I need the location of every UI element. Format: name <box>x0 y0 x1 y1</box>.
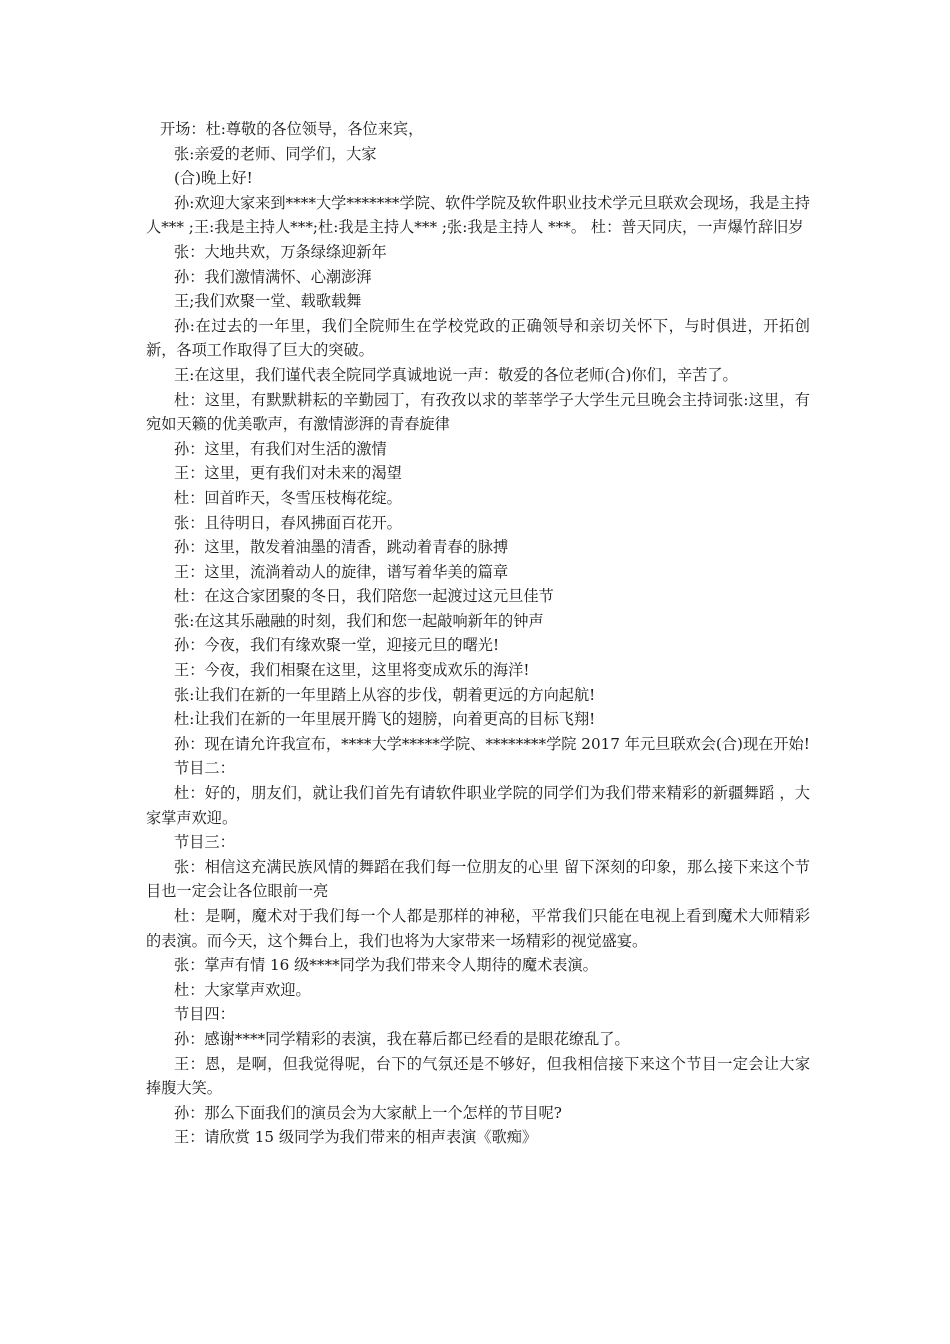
paragraph: 王:在这里，我们谨代表全院同学真诚地说一声：敬爱的各位老师(合)你们，辛苦了。 <box>174 365 738 384</box>
section-heading: 节目二： <box>174 759 235 778</box>
paragraph: 孙：现在请允许我宣布，****大学*****学院、********学院 2017 年元旦联欢会(合)现在开始! <box>174 734 810 753</box>
paragraph: 张：大地共欢，万条绿绦迎新年 <box>174 242 387 261</box>
paragraph: 杜：大家掌声欢迎。 <box>174 980 311 999</box>
paragraph: 开场：杜:尊敬的各位领导，各位来宾， <box>160 120 424 138</box>
paragraph: 孙：感谢****同学精彩的表演，我在幕后都已经看的是眼花缭乱了。 <box>174 1029 630 1048</box>
paragraph: 孙:在过去的一年里，我们全院师生在学校党政的正确领导和亲切关怀下，与时俱进，开拓创新，各项工作取得了巨大的突破。 <box>146 316 810 360</box>
script-body <box>146 117 810 1150</box>
paragraph: 张：且待明日，春风拂面百花开。 <box>174 513 402 532</box>
paragraph: 杜:让我们在新的一年里展开腾飞的翅膀，向着更高的目标飞翔! <box>174 710 596 729</box>
section-heading: 节目三： <box>174 833 235 852</box>
paragraph: 王：恩，是啊，但我觉得呢，台下的气氛还是不够好，但我相信接下来这个节目一定会让大家捧腹大笑。 <box>146 1054 810 1098</box>
paragraph: 孙：这里，有我们对生活的激情 <box>174 439 387 458</box>
paragraph: 杜：这里，有默默耕耘的辛勤园丁，有孜孜以求的莘莘学子大学生元旦晚会主持词张:这里，有宛如天籁的优美歌声，有激情澎湃的青春旋律 <box>146 390 810 434</box>
paragraph: 杜：在这合家团聚的冬日，我们陪您一起渡过这元旦佳节 <box>174 587 554 606</box>
paragraph: 王：今夜，我们相聚在这里，这里将变成欢乐的海洋! <box>174 661 530 680</box>
paragraph: 王：这里，流淌着动人的旋律，谱写着华美的篇章 <box>174 562 509 581</box>
paragraph: 孙：今夜，我们有缘欢聚一堂，迎接元旦的曙光! <box>174 636 500 655</box>
paragraph: 张:在这其乐融融的时刻，我们和您一起敲响新年的钟声 <box>174 611 544 630</box>
paragraph: 孙：那么下面我们的演员会为大家献上一个怎样的节目呢? <box>174 1103 562 1122</box>
paragraph: 杜：是啊，魔术对于我们每一个人都是那样的神秘，平常我们只能在电视上看到魔术大师精彩的表演。而今天，这个舞台上，我们也将为大家带来一场精彩的视觉盛宴。 <box>146 907 810 950</box>
paragraph: 孙:欢迎大家来到****大学*******学院、软件学院及软件职业技术学元旦联欢会现场，我是主持人*** ;王:我是主持人***;杜:我是主持人*** ;张:我是主持人 ***。 杜：普天同庆，一声爆竹辞旧岁 <box>146 193 810 237</box>
paragraph: 孙：这里，散发着油墨的清香，跳动着青春的脉搏 <box>174 538 509 557</box>
paragraph: 张:让我们在新的一年里踏上从容的步伐，朝着更远的方向起航! <box>174 685 596 704</box>
paragraph: 张:亲爱的老师、同学们，大家 <box>174 144 377 163</box>
paragraph: 王：这里，更有我们对未来的渴望 <box>174 464 402 483</box>
paragraph: 张：相信这充满民族风情的舞蹈在我们每一位朋友的心里 留下深刻的印象，那么接下来这个节目也一定会让各位眼前一亮 <box>146 857 810 901</box>
paragraph: 杜：回首昨天，冬雪压枝梅花绽。 <box>174 488 402 507</box>
section-heading: 节目四： <box>174 1005 235 1024</box>
paragraph: 孙：我们激情满怀、心潮澎湃 <box>174 267 372 286</box>
paragraph: 王;我们欢聚一堂、载歌载舞 <box>174 292 362 311</box>
paragraph: 王：请欣赏 15 级同学为我们带来的相声表演《歌痴》 <box>174 1128 538 1147</box>
paragraph: 杜：好的，朋友们，就让我们首先有请软件职业学院的同学们为我们带来精彩的新疆舞蹈 ，大家掌声欢迎。 <box>146 784 810 827</box>
paragraph: 张：掌声有情 16 级****同学为我们带来令人期待的魔术表演。 <box>174 956 598 975</box>
paragraph: (合)晚上好! <box>174 169 253 188</box>
